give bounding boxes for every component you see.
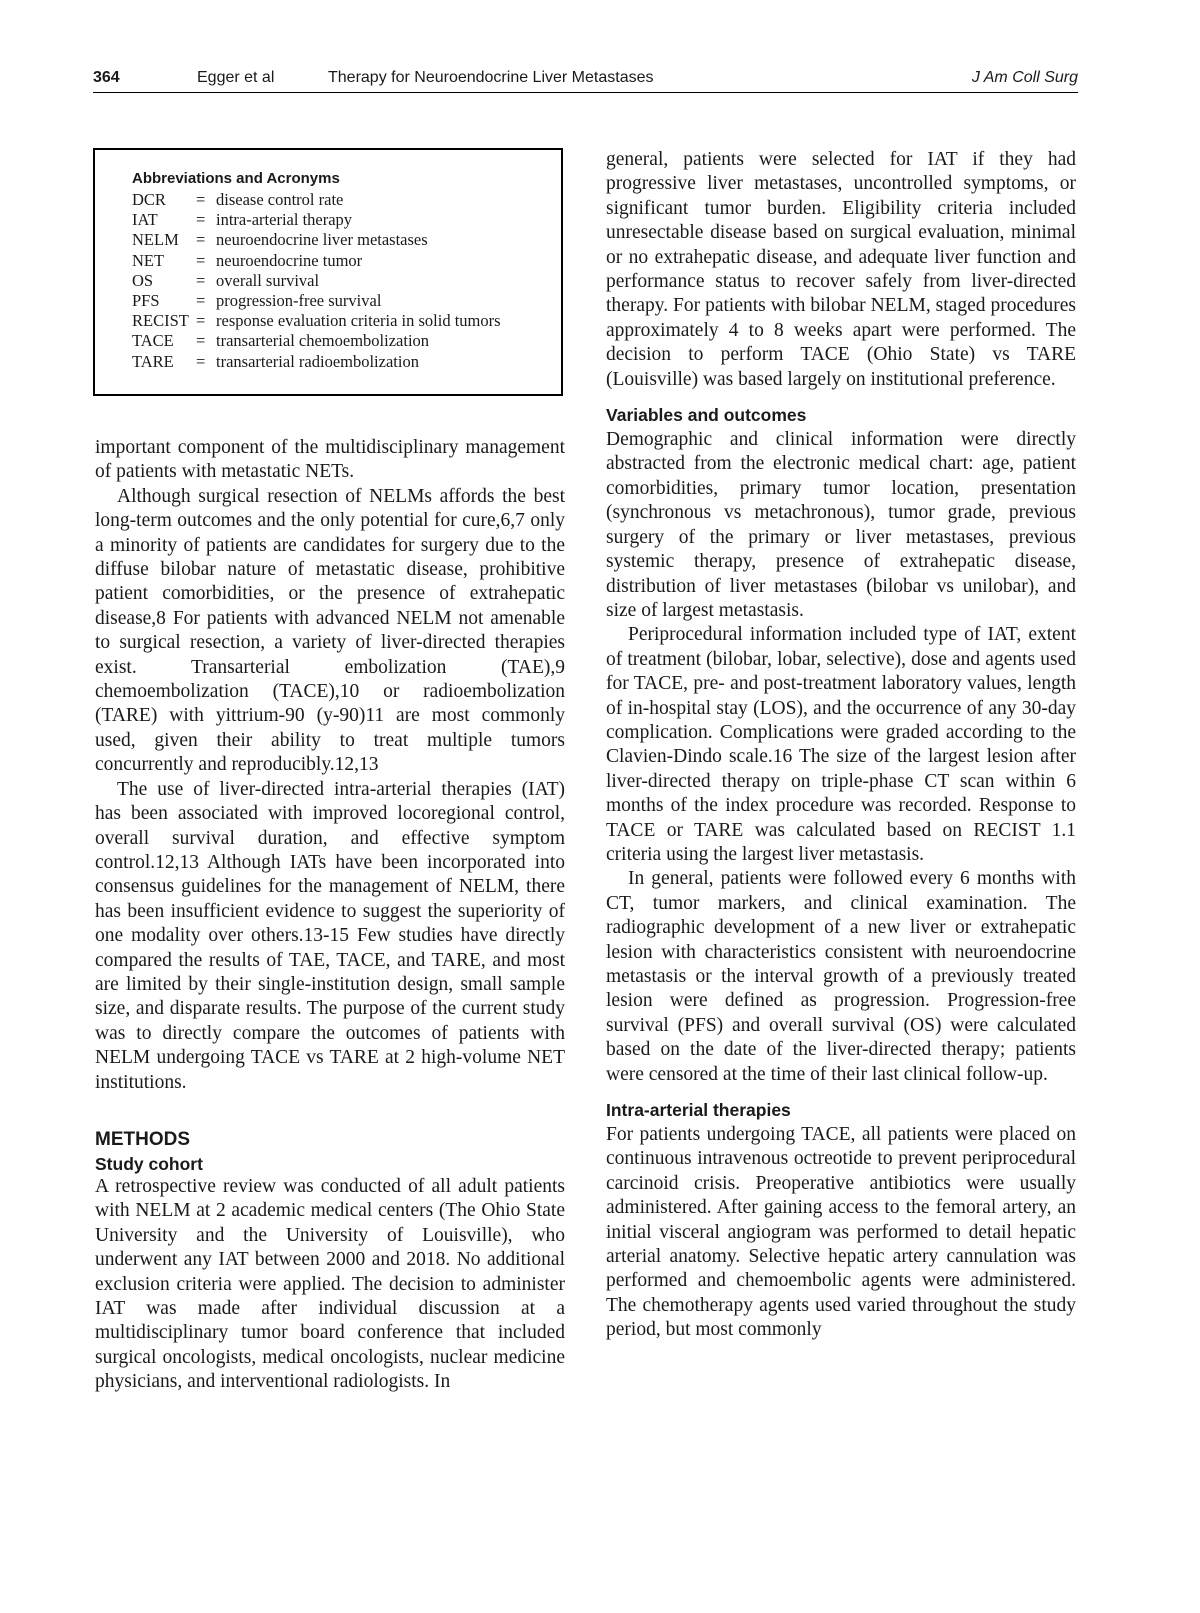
abbreviation-definition: progression-free survival	[216, 291, 382, 311]
right-column	[606, 148, 1076, 1343]
abbreviation-row: TARE = transarterial radioembolization	[132, 351, 419, 371]
abbreviation-term: TARE	[132, 351, 174, 371]
subsection-heading-variables: Variables and outcomes	[606, 405, 807, 426]
paragraph: In general, patients were followed every 6 months with CT, tumor markers, and clinical examination. The radiographic development of a new liver or extrahepatic lesion with characteristics consistent with neuroendocrine metastasis or the interval growth of a previously treated lesion were defined as progression. Progression-free survival (PFS) and overall survival (OS) were calculated based on the date of the liver-directed therapy; patients were censored at the time of their last clinical follow-up.	[606, 868, 1076, 1085]
abbreviation-term: RECIST	[132, 311, 189, 331]
abbreviation-row: NELM = neuroendocrine liver metastases	[132, 230, 428, 250]
abbreviation-definition: transarterial radioembolization	[216, 351, 419, 371]
paragraph: Although surgical resection of NELMs affords the best long-term outcomes and the only potential for cure,6,7 only a minority of patients are candidates for surgery due to the diffuse bilobar nature of metastatic disease, prohibitive patient comorbidities, or the presence of extrahepatic disease,8 For patients with advanced NELM not amenable to surgical resection, a variety of liver-directed therapies exist. Transarterial embolization (TAE),9 chemoembolization (TACE),10 or radioembolization (TARE) with yittrium-90 (y-90)11 are most commonly used, given their ability to treat multiple tumors concurrently and reproducibly.12,13	[95, 485, 565, 776]
abbreviation-term: OS	[132, 270, 154, 290]
paragraph: important component of the multidisciplinary management of patients with metastatic NETs.	[95, 437, 565, 483]
paragraph: Demographic and clinical information were directly abstracted from the electronic medical chart: age, patient comorbidities, primary tumor location, presentation (synchronous vs metachronous), tumor grade, previous surgery of the primary or liver metastases, previous systemic therapy, presence of extrahepatic disease, distribution of liver metastases (bilobar vs unilobar), and size of largest metastasis.	[606, 429, 1076, 621]
abbreviations-title: Abbreviations and Acronyms	[132, 170, 340, 187]
abbreviation-row: OS = overall survival	[132, 270, 320, 290]
abbreviation-definition: response evaluation criteria in solid tumors	[216, 311, 501, 331]
abbreviation-definition: neuroendocrine tumor	[216, 250, 363, 270]
paragraph: The use of liver-directed intra-arterial therapies (IAT) has been associated with improved locoregional control, overall survival duration, and effective symptom control.12,13 Although IATs have been incorporated into consensus guidelines for the management of NELM, there has been insufficient evidence to suggest the superiority of one modality over others.13-15 Few studies have directly compared the results of TAE, TACE, and TARE, and most are limited by their single-institution design, small sample size, and disparate results. The purpose of the current study was to directly compare the outcomes of patients with NELM undergoing TACE vs TARE at 2 high-volume NET institutions.	[95, 778, 565, 1093]
abbreviation-row: PFS = progression-free survival	[132, 291, 382, 311]
paragraph: For patients undergoing TACE, all patients were placed on continuous intravenous octreotide to prevent periprocedural carcinoid crisis. Preoperative antibiotics were usually administered. After gaining access to the femoral artery, an initial visceral angiogram was performed to detail hepatic arterial anatomy. Selective hepatic artery cannulation was performed and chemoembolic agents were administered. The chemotherapy agents used varied throughout the study period, but most commonly	[606, 1124, 1076, 1341]
abbreviation-term: IAT	[132, 210, 158, 230]
journal-name: J Am Coll Surg	[971, 69, 1078, 86]
abbreviations-box	[93, 148, 563, 396]
subsection-heading-study-cohort: Study cohort	[95, 1153, 203, 1174]
abbreviation-row: IAT = intra-arterial therapy	[132, 210, 353, 230]
abbreviation-row: DCR = disease control rate	[132, 190, 344, 209]
abbreviation-definition: transarterial chemoembolization	[216, 331, 430, 351]
paragraph: general, patients were selected for IAT if they had progressive liver metastases, uncontrolled symptoms, or significant tumor burden. Eligibility criteria included unresectable disease based on surgical evaluation, minimal or no extrahepatic disease, and adequate liver function and performance status to recover safely from liver-directed therapy. For patients with bilobar NELM, staged procedures approximately 4 to 8 weeks apart were performed. The decision to perform TACE (Ohio State) vs TARE (Louisville) was based largely on institutional preference.	[606, 149, 1076, 390]
running-authors: Egger et al	[197, 69, 275, 86]
abbreviation-definition: overall survival	[216, 270, 320, 290]
abbreviation-term: NET	[132, 250, 165, 270]
paragraph: A retrospective review was conducted of all adult patients with NELM at 2 academic medical centers (The Ohio State University and the University of Louisville), who underwent any IAT between 2000 and 2018. No additional exclusion criteria were applied. The decision to administer IAT was made after individual discussion at a multidisciplinary tumor board conference that included surgical oncologists, medical oncologists, nuclear medicine physicians, and interventional radiologists. In	[95, 1175, 565, 1393]
abbreviation-row: TACE = transarterial chemoembolization	[132, 331, 430, 351]
page-number: 364	[93, 69, 120, 86]
running-header	[93, 66, 1078, 93]
abbreviation-term: DCR	[132, 190, 166, 209]
abbreviation-row: RECIST = response evaluation criteria in solid tumors	[132, 311, 501, 331]
abbreviation-definition: intra-arterial therapy	[216, 210, 353, 230]
running-title: Therapy for Neuroendocrine Liver Metastases	[328, 69, 654, 86]
abbreviation-term: NELM	[132, 230, 179, 250]
abbreviation-definition: neuroendocrine liver metastases	[216, 230, 428, 250]
abbreviation-row: NET = neuroendocrine tumor	[132, 250, 363, 270]
abbreviation-definition: disease control rate	[216, 190, 344, 209]
abbreviation-term: PFS	[132, 291, 160, 311]
section-heading-methods: METHODS	[95, 1128, 190, 1150]
left-column	[95, 436, 565, 1395]
abbreviation-term: TACE	[132, 331, 174, 351]
subsection-heading-intra-arterial: Intra-arterial therapies	[606, 1100, 791, 1121]
paragraph: Periprocedural information included type of IAT, extent of treatment (bilobar, lobar, selective), dose and agents used for TACE, pre- and post-treatment laboratory values, length of in-hospital stay (LOS), and the occurrence of any 30-day complication. Complications were graded according to the Clavien-Dindo scale.16 The size of the largest lesion after liver-directed therapy on triple-phase CT scan within 6 months of the index procedure was recorded. Response to TACE or TARE was calculated based on RECIST 1.1 criteria using the largest liver metastasis.	[606, 624, 1076, 865]
